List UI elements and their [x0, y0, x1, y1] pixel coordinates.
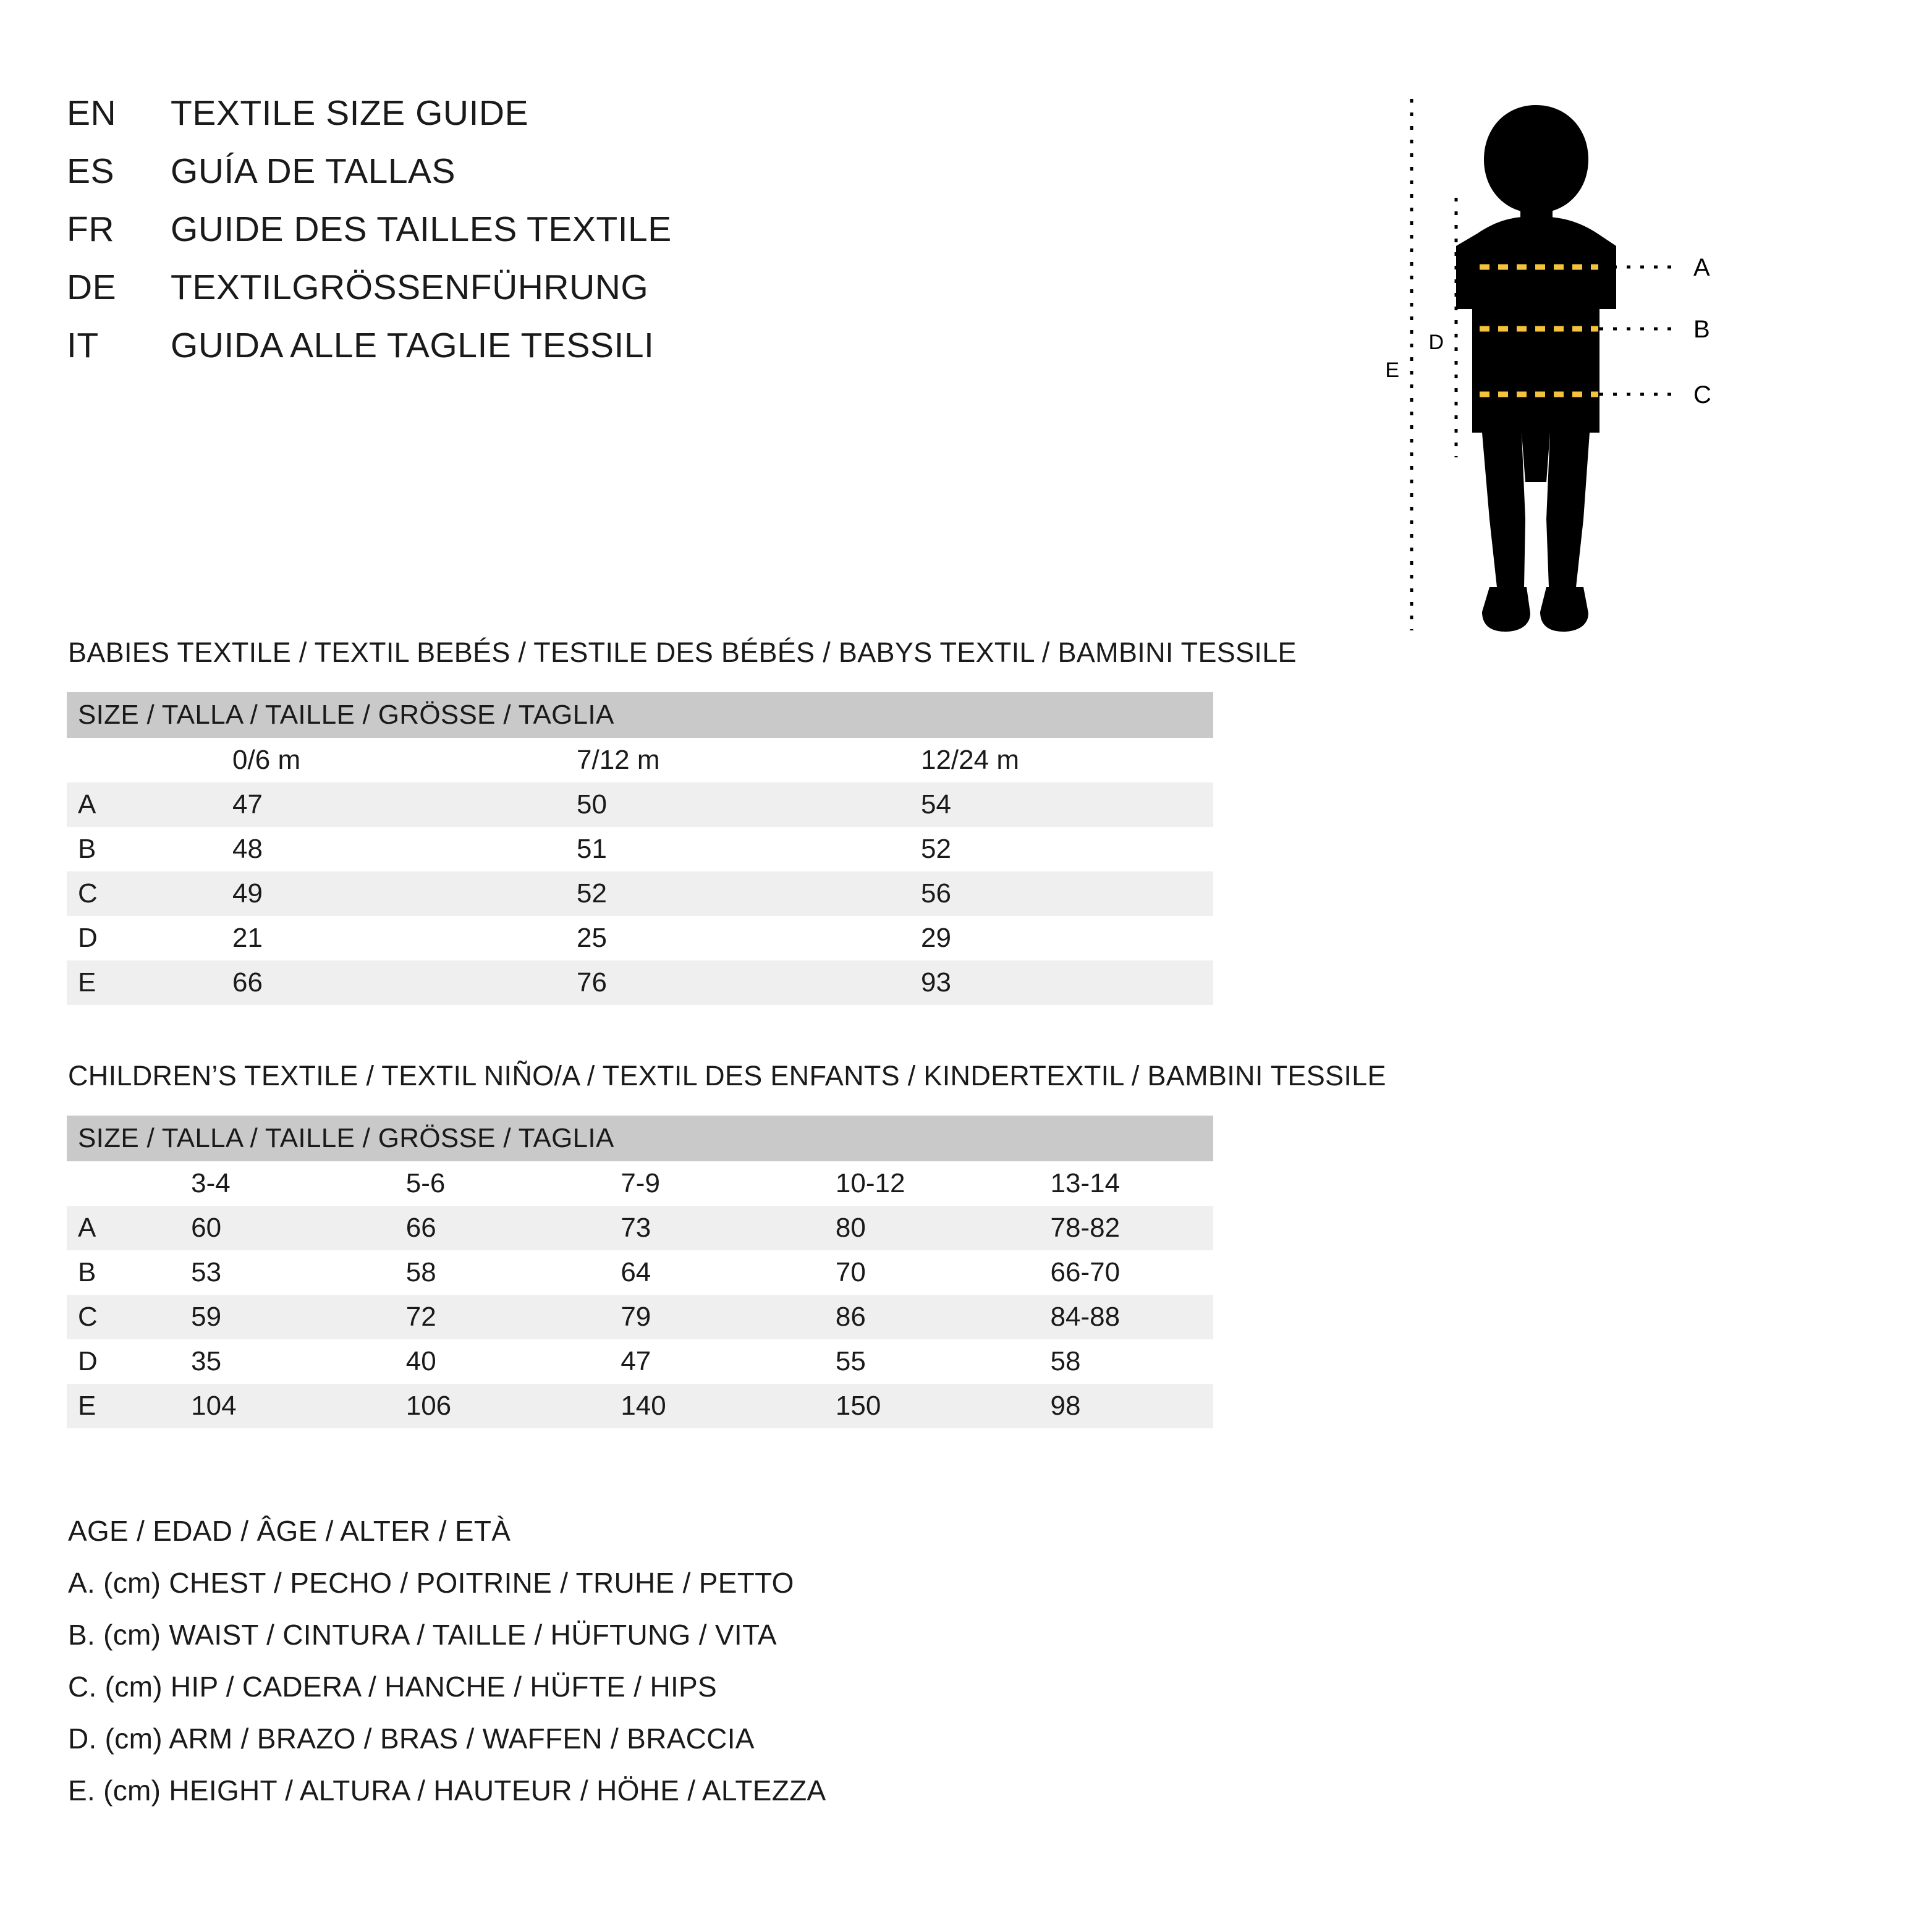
table-cell: 25: [525, 916, 869, 960]
table-cell: 52: [869, 827, 1213, 871]
language-code: EN: [67, 93, 117, 133]
language-title: GUÍA DE TALLAS: [171, 151, 456, 191]
row-label: A: [67, 782, 180, 827]
language-title: TEXTILE SIZE GUIDE: [171, 93, 529, 133]
row-label: D: [67, 916, 180, 960]
table-cell: 53: [139, 1250, 354, 1295]
table-cell: 73: [569, 1206, 784, 1250]
table-cell: 29: [869, 916, 1213, 960]
table-cell: 52: [525, 871, 869, 916]
table-cell: 86: [784, 1295, 999, 1339]
language-title-list: [67, 93, 672, 383]
language-row-fr: [67, 209, 672, 267]
language-title: GUIDA ALLE TAGLIE TESSILI: [171, 326, 655, 365]
table-cell: 150: [784, 1384, 999, 1428]
legend-item-a-chest: A. (cm) CHEST / PECHO / POITRINE / TRUHE / PETTO: [68, 1567, 794, 1599]
figure-label-d: D: [1428, 331, 1444, 354]
row-label: E: [67, 1384, 139, 1428]
column-header: 7-9: [569, 1161, 784, 1206]
table-cell: 98: [999, 1384, 1213, 1428]
children-section-title: CHILDREN’S TEXTILE / TEXTIL NIÑO/A / TEXTIL DES ENFANTS / KINDERTEXTIL / BAMBINI TESSILE: [68, 1060, 1386, 1091]
table-row: [67, 1339, 1213, 1384]
column-header: 12/24 m: [869, 738, 1213, 782]
table-cell: 21: [180, 916, 525, 960]
table-cell: 47: [180, 782, 525, 827]
column-header: 7/12 m: [525, 738, 869, 782]
language-row-it: [67, 325, 672, 383]
table-cell: 56: [869, 871, 1213, 916]
language-title: TEXTILGRÖSSENFÜHRUNG: [171, 268, 649, 307]
table-cell: 84-88: [999, 1295, 1213, 1339]
table-header-row: [67, 1116, 1213, 1161]
table-cell: 58: [999, 1339, 1213, 1384]
measurement-legend: [68, 1514, 826, 1826]
table-cell: 79: [569, 1295, 784, 1339]
table-cell: 55: [784, 1339, 999, 1384]
table-cell: 70: [784, 1250, 999, 1295]
empty-corner-cell: [67, 738, 180, 782]
figure-label-e: E: [1385, 358, 1399, 382]
table-cell: 50: [525, 782, 869, 827]
child-silhouette-icon: [1456, 105, 1616, 632]
table-cell: 80: [784, 1206, 999, 1250]
column-header: 0/6 m: [180, 738, 525, 782]
table-row: [67, 960, 1213, 1005]
table-cell: 66: [180, 960, 525, 1005]
row-label: E: [67, 960, 180, 1005]
measurement-figure: [1385, 87, 1885, 766]
table-row: [67, 916, 1213, 960]
legend-item-age: AGE / EDAD / ÂGE / ALTER / ETÀ: [68, 1515, 511, 1547]
table-cell: 64: [569, 1250, 784, 1295]
table-column-row: [67, 738, 1213, 782]
table-row: [67, 1295, 1213, 1339]
figure-label-b: B: [1693, 316, 1710, 343]
legend-item-c-hip: C. (cm) HIP / CADERA / HANCHE / HÜFTE / HIPS: [68, 1671, 718, 1703]
table-row: [67, 1250, 1213, 1295]
table-cell: 48: [180, 827, 525, 871]
table-row: [67, 1206, 1213, 1250]
column-header: 13-14: [999, 1161, 1213, 1206]
language-row-es: [67, 151, 672, 209]
row-label: B: [67, 1250, 139, 1295]
table-cell: 54: [869, 782, 1213, 827]
table-cell: 78-82: [999, 1206, 1213, 1250]
row-label: D: [67, 1339, 139, 1384]
legend-item-b-waist: B. (cm) WAIST / CINTURA / TAILLE / HÜFTUNG / VITA: [68, 1619, 777, 1651]
row-label: A: [67, 1206, 139, 1250]
table-cell: 51: [525, 827, 869, 871]
language-row-de: [67, 267, 672, 325]
language-row-en: [67, 93, 672, 151]
table-cell: 60: [139, 1206, 354, 1250]
table-cell: 59: [139, 1295, 354, 1339]
babies-table-header: SIZE / TALLA / TAILLE / GRÖSSE / TAGLIA: [67, 692, 1213, 738]
language-code: ES: [67, 151, 115, 191]
legend-item-d-arm: D. (cm) ARM / BRAZO / BRAS / WAFFEN / BRACCIA: [68, 1722, 755, 1755]
table-row: [67, 871, 1213, 916]
table-row: [67, 782, 1213, 827]
language-code: DE: [67, 268, 117, 307]
table-column-row: [67, 1161, 1213, 1206]
row-label: B: [67, 827, 180, 871]
legend-item-e-height: E. (cm) HEIGHT / ALTURA / HAUTEUR / HÖHE / ALTEZZA: [68, 1774, 826, 1807]
figure-label-a: A: [1693, 254, 1710, 281]
table-cell: 66-70: [999, 1250, 1213, 1295]
table-cell: 93: [869, 960, 1213, 1005]
table-cell: 58: [354, 1250, 569, 1295]
table-cell: 72: [354, 1295, 569, 1339]
children-size-table: [67, 1116, 1213, 1428]
table-cell: 106: [354, 1384, 569, 1428]
table-cell: 104: [139, 1384, 354, 1428]
table-cell: 35: [139, 1339, 354, 1384]
table-header-row: [67, 692, 1213, 738]
table-row: [67, 827, 1213, 871]
language-code: FR: [67, 210, 114, 249]
table-cell: 76: [525, 960, 869, 1005]
language-code: IT: [67, 326, 99, 365]
babies-section-title: BABIES TEXTILE / TEXTIL BEBÉS / TESTILE DES BÉBÉS / BABYS TEXTIL / BAMBINI TESSILE: [68, 637, 1297, 668]
table-cell: 47: [569, 1339, 784, 1384]
language-title: GUIDE DES TAILLES TEXTILE: [171, 210, 672, 249]
table-cell: 40: [354, 1339, 569, 1384]
children-table-header: SIZE / TALLA / TAILLE / GRÖSSE / TAGLIA: [67, 1116, 1213, 1161]
table-cell: 140: [569, 1384, 784, 1428]
column-header: 5-6: [354, 1161, 569, 1206]
babies-size-table: [67, 692, 1213, 1005]
row-label: C: [67, 871, 180, 916]
row-label: C: [67, 1295, 139, 1339]
table-cell: 49: [180, 871, 525, 916]
empty-corner-cell: [67, 1161, 139, 1206]
column-header: 3-4: [139, 1161, 354, 1206]
figure-label-c: C: [1693, 381, 1711, 409]
table-cell: 66: [354, 1206, 569, 1250]
column-header: 10-12: [784, 1161, 999, 1206]
table-row: [67, 1384, 1213, 1428]
